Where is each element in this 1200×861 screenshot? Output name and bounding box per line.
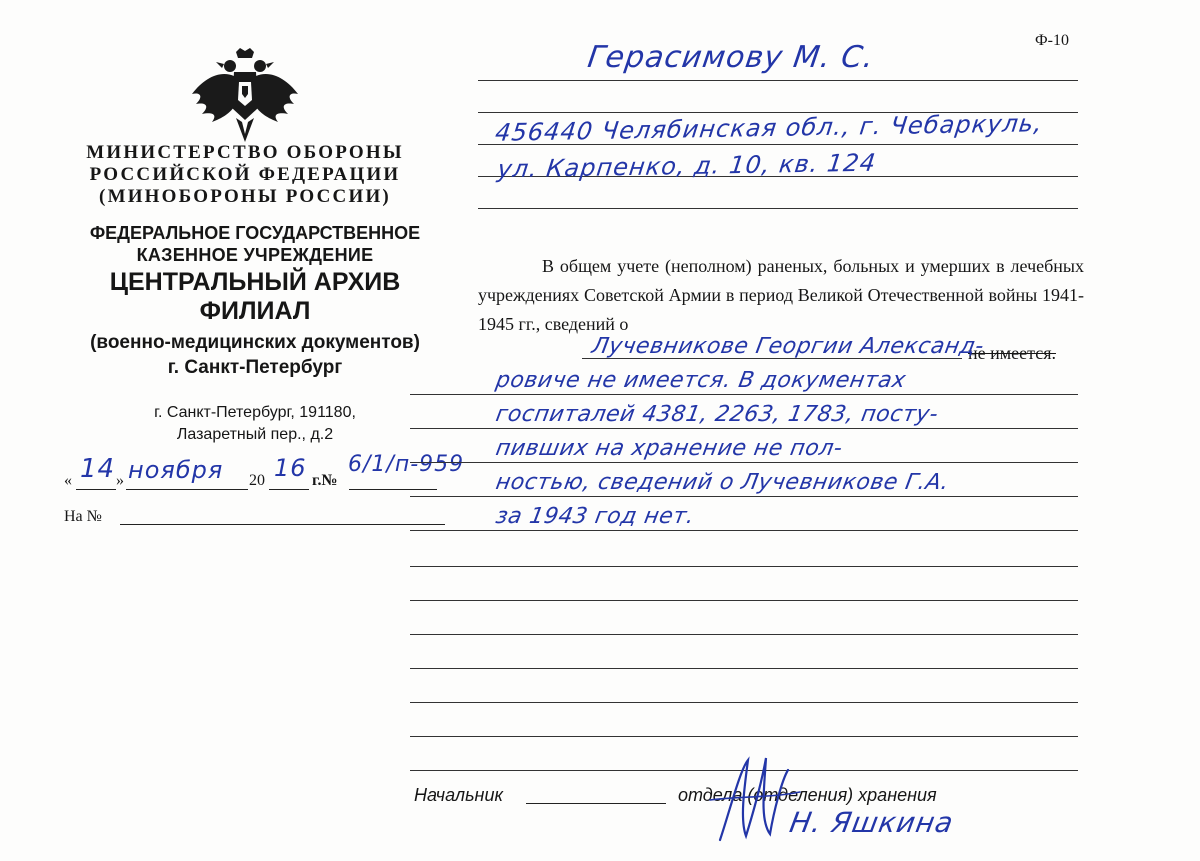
signature-label-department: отдела (отделения) хранения: [678, 785, 937, 805]
signature-underline: [526, 803, 666, 804]
date-month: ноября: [128, 456, 224, 484]
year-underline: [269, 489, 309, 490]
body-line-4: [410, 496, 1078, 497]
handwritten-line-3: госпиталей 4381, 2263, 1783, посту-: [493, 402, 941, 427]
body-line-2: [410, 428, 1078, 429]
institution-line-2: КАЗЕННОЕ УЧРЕЖДЕНИЕ: [136, 245, 374, 265]
institution-header: [40, 222, 470, 380]
outgoing-number: 6/1/п-959: [348, 452, 465, 477]
reference-label: На №: [64, 508, 102, 525]
recipient-name: Герасимову М. С.: [585, 40, 877, 75]
ministry-header: [40, 142, 450, 208]
date-year-suffix: 16: [274, 454, 307, 482]
reference-row: [64, 508, 454, 526]
date-day: 14: [80, 454, 116, 484]
recipient-line-5: [478, 208, 1078, 209]
body-line-1: [410, 394, 1078, 395]
certificate-printed-text: [478, 252, 1084, 339]
body-line-3: [410, 462, 1078, 463]
body-line-10: [410, 702, 1078, 703]
handwritten-line-6: за 1943 год нет.: [493, 504, 697, 529]
address-line-1: г. Санкт-Петербург, 191180,: [154, 404, 356, 421]
recipient-address-line-2: ул. Карпенко, д. 10, кв. 124: [495, 148, 878, 184]
institution-line-3: ЦЕНТРАЛЬНЫЙ АРХИВ: [109, 268, 401, 296]
address-line-2: Лазаретный пер., д.2: [176, 426, 334, 443]
date-close-quote: »: [116, 472, 124, 489]
date-open-quote: «: [64, 472, 72, 489]
institution-line-6: г. Санкт-Петербург: [167, 357, 343, 378]
month-underline: [126, 489, 248, 490]
body-line-11: [410, 736, 1078, 737]
printed-tail: не имеется.: [968, 343, 1056, 363]
date-number-row: [64, 452, 465, 492]
number-underline: [349, 489, 437, 490]
institution-line-5: (военно-медицинских документов): [90, 332, 420, 353]
date-year-prefix: 20: [249, 472, 265, 489]
body-line-7: [410, 600, 1078, 601]
recipient-address-line-1: 456440 Челябинская обл., г. Чебаркуль,: [493, 109, 1045, 147]
signatory-name: Н. Яшкина: [787, 806, 957, 839]
recipient-line-1: [478, 80, 1078, 81]
reference-underline: [120, 524, 445, 525]
number-label: г.№: [312, 472, 338, 489]
ministry-line-2: РОССИЙСКОЙ ФЕДЕРАЦИИ: [89, 164, 401, 185]
form-code: Ф-10: [1035, 32, 1069, 49]
day-underline: [76, 489, 116, 490]
ministry-line-1: МИНИСТЕРСТВО ОБОРОНЫ: [86, 142, 404, 163]
printed-text: В общем учете (неполном) раненых, больных и умерших в лечебных учреждениях Советской Армии в период Великой Отечественной войны 1941-1945 гг., сведений о: [478, 256, 1084, 334]
ministry-line-3: (МИНОБОРОНЫ РОССИИ): [99, 186, 391, 207]
double-headed-eagle-emblem-icon: [190, 48, 300, 144]
body-line-8: [410, 634, 1078, 635]
body-line-5: [410, 530, 1078, 531]
handwritten-line-2: ровиче не имеется. В документах: [493, 368, 908, 393]
institution-line-4: ФИЛИАЛ: [199, 297, 311, 325]
institution-line-1: ФЕДЕРАЛЬНОЕ ГОСУДАРСТВЕННОЕ: [89, 223, 421, 243]
handwritten-line-1: Лучевникове Георгии Александ-: [589, 334, 987, 359]
handwritten-line-4: пивших на хранение не пол-: [493, 436, 845, 461]
body-line-9: [410, 668, 1078, 669]
signature-label-position: Начальник: [414, 785, 503, 805]
institution-address: [40, 402, 470, 446]
handwritten-line-5: ностью, сведений о Лучевникове Г.А.: [493, 470, 951, 495]
body-line-6: [410, 566, 1078, 567]
